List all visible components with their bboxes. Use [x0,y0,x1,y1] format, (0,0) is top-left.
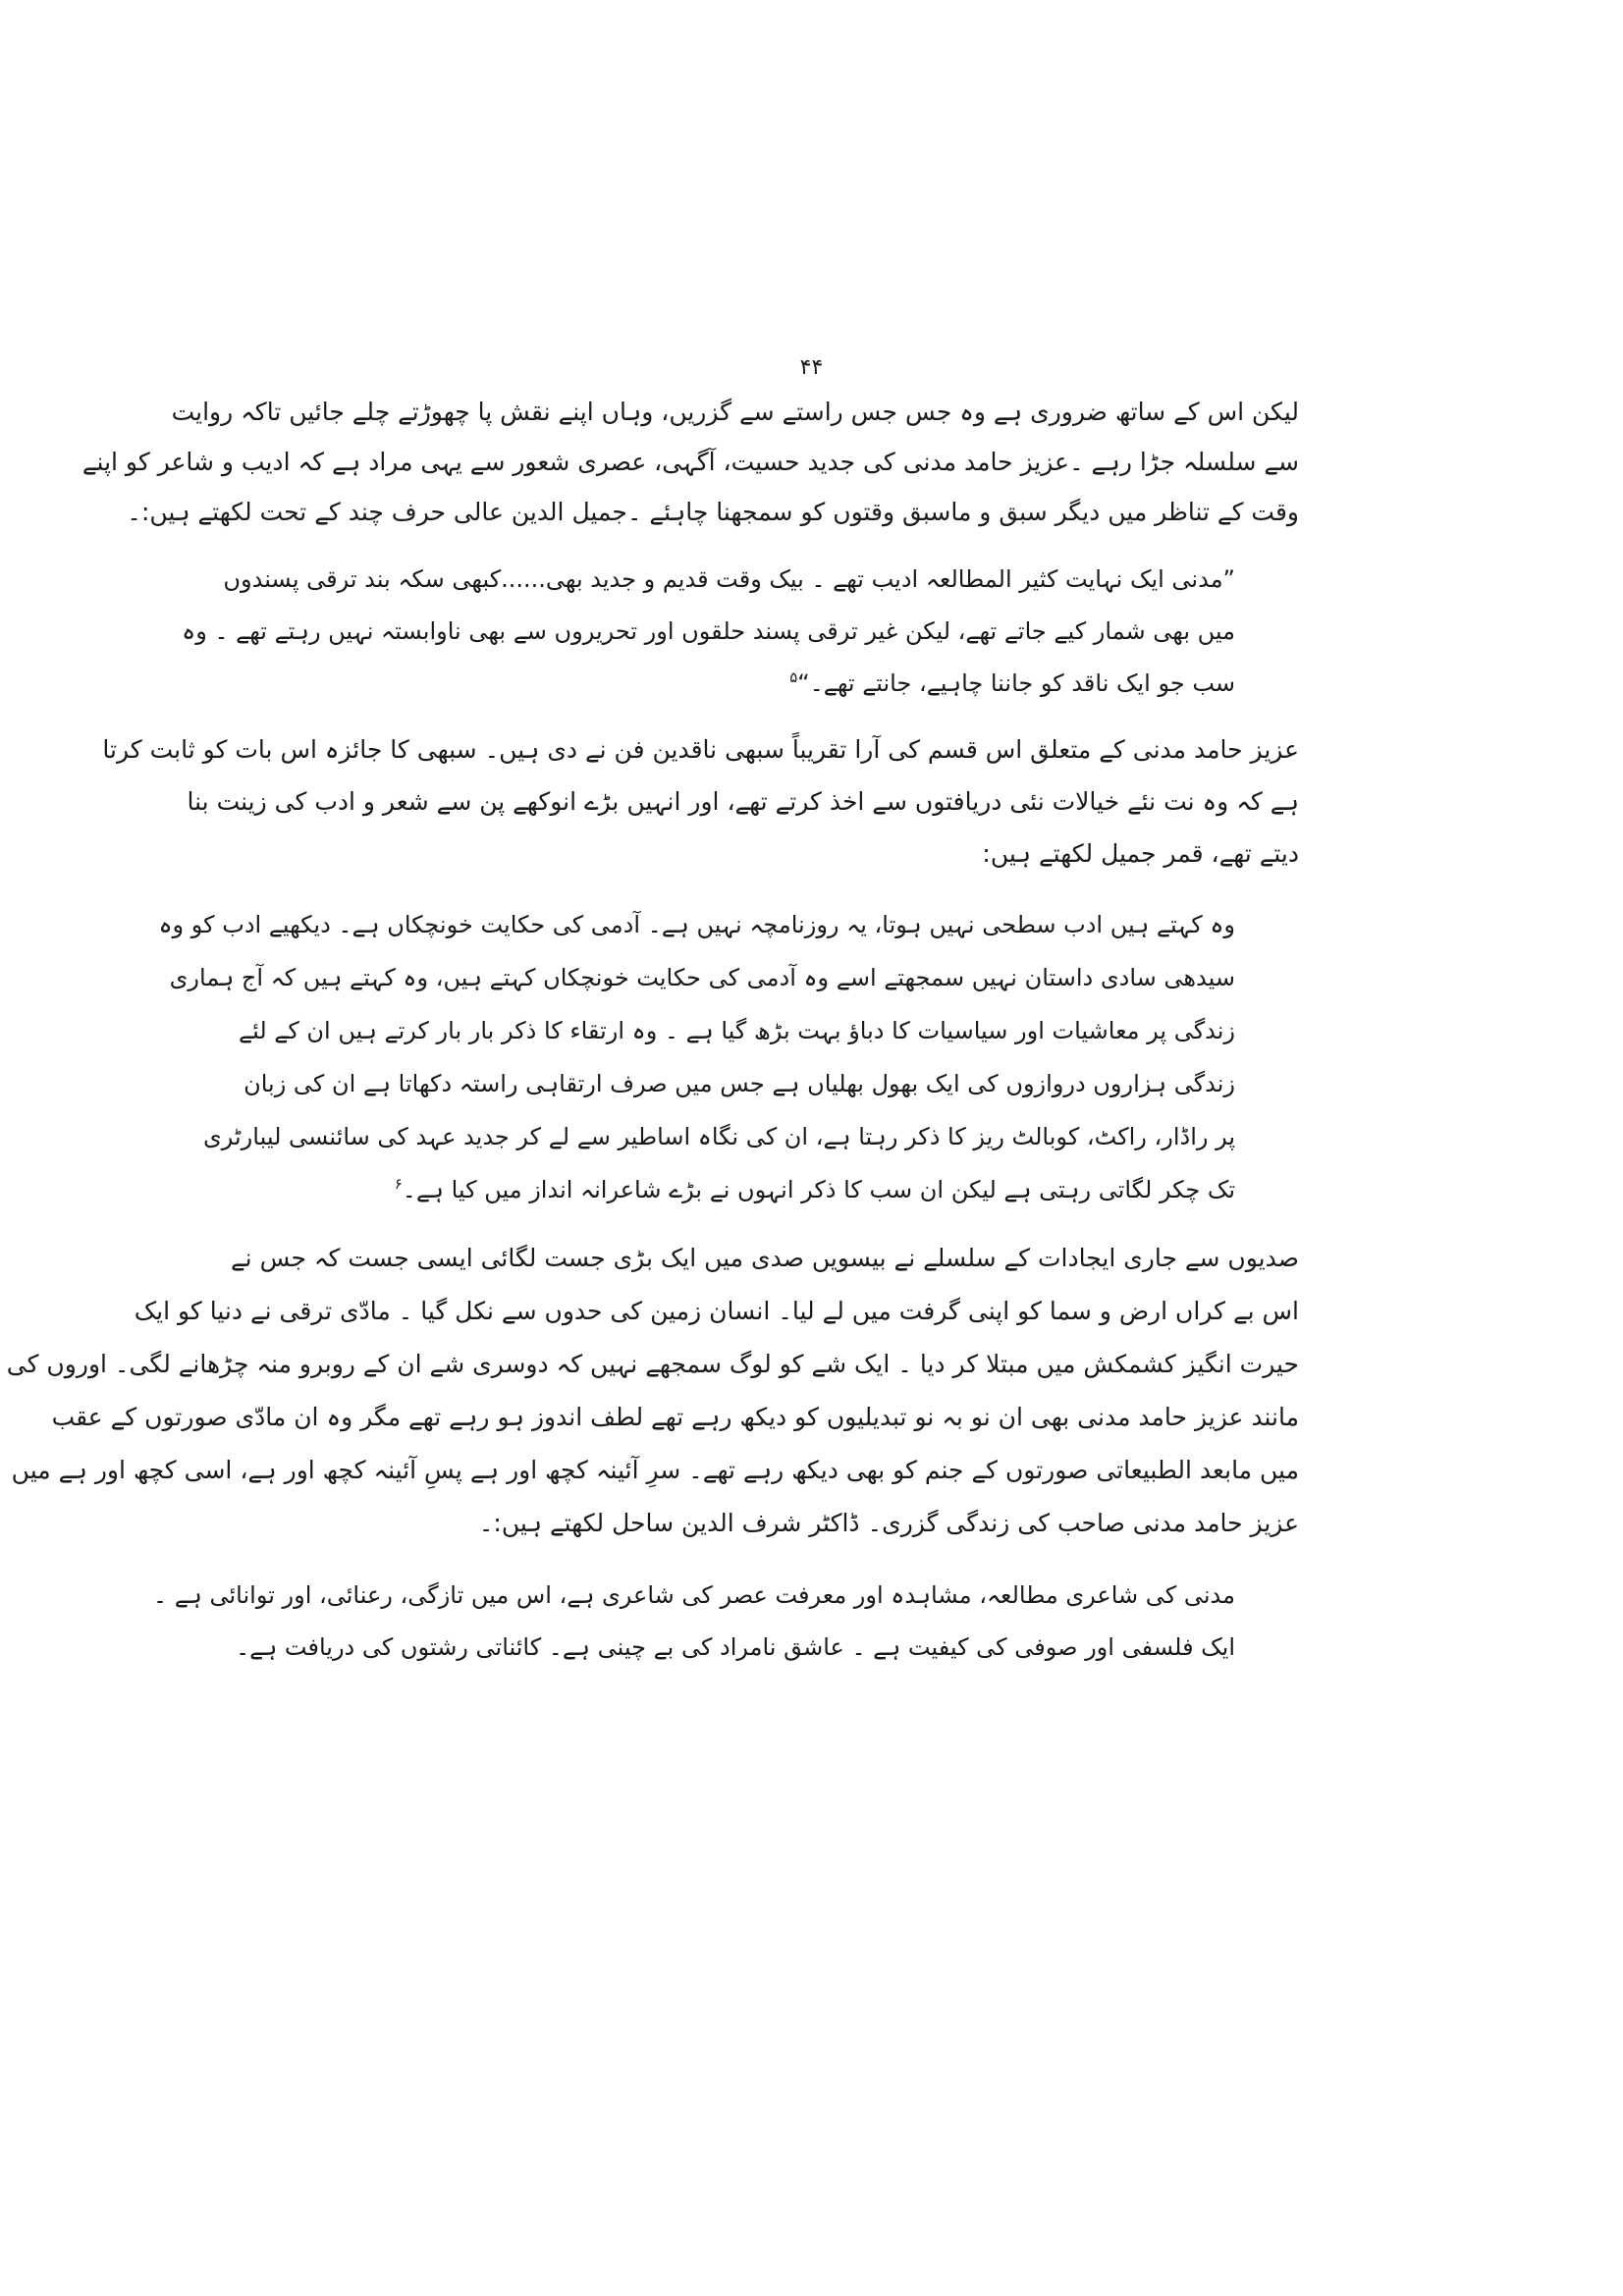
paragraph-2-line-3: دیتے تھے، قمر جمیل لکھتے ہیں: [982,839,1299,868]
paragraph-3-line-2: اس بے کراں ارض و سما کو اپنی گرفت میں لے لیا۔ انسان زمین کی حدوں سے نکل گیا ۔ مادّی ترقی نے دنیا کو ایک [134,1297,1299,1325]
quote-2-line-6 [361,1170,1235,1209]
quote-2-line-4: زندگی ہزاروں دروازوں کی ایک بھول بھلیاں ہے جس میں صرف ارتقاہی راستہ دکھاتا ہے ان کی زبان [243,1070,1235,1097]
paragraph-3-line-6: عزیز حامد مدنی صاحب کی زندگی گزری۔ ڈاکٹر شرف الدین ساحل لکھتے ہیں:۔ [478,1509,1299,1537]
quote-1-line-1: ”مدنی ایک نہایت کثیر المطالعہ ادیب تھے ۔ بیک وقت قدیم و جدید بھی......کبھی سکہ بند ترقی پسندوں [223,565,1235,593]
quote-2-line-5: پر راڈار، راکٹ، کوبالٹ ریز کا ذکر رہتا ہے، ان کی نگاہ اساطیر سے لے کر جدید عہد کی سائنسی لیبارٹری [202,1123,1235,1150]
quote-3-line-1: مدنی کی شاعری مطالعہ، مشاہدہ اور معرفت عصر کی شاعری ہے، اس میں تازگی، رعنائی، اور توانائی ہے ۔ [153,1581,1235,1609]
paragraph-1-line-1: لیکن اس کے ساتھ ضروری ہے وہ جس جس راستے سے گزریں، وہاں اپنے نقش پا چھوڑتے چلے جائیں تاکہ روایت [171,398,1299,426]
quote-1-line-3 [361,664,1235,703]
quote-2-line-3: زندگی پر معاشیات اور سیاسیات کا دباؤ بہت بڑھ گیا ہے ۔ وہ ارتقاء کا ذکر بار بار کرتے ہیں ان کے لئے [239,1017,1235,1044]
paragraph-2-line-1: عزیز حامد مدنی کے متعلق اس قسم کی آرا تقریباً سبھی ناقدین فن نے دی ہیں۔ سبھی کا جائزہ اس بات کو ثابت کرتا [102,735,1299,764]
footnote-ref-5: ۵ [789,668,798,686]
paragraph-1-line-2: سے سلسلہ جڑا رہے ۔عزیز حامد مدنی کی جدید حسیت، آگہی، عصری شعور سے یہی مراد ہے کہ ادیب و شاعر کو اپنے [81,448,1299,476]
page-number: ۴۴ [799,355,824,380]
paragraph-3-line-1: صدیوں سے جاری ایجادات کے سلسلے نے بیسویں صدی میں ایک بڑی جست لگائی ایسی جست کہ جس نے [231,1244,1299,1272]
paragraph-3-line-3: حیرت انگیز کشمکش میں مبتلا کر دیا ۔ ایک شے کو لوگ سمجھے نہیں کہ دوسری شے ان کے روبرو منہ چڑھانے لگی۔ اوروں کی [6,1350,1299,1378]
quote-2-line-2: سیدھی سادی داستان نہیں سمجھتے اسے وہ آدمی کی حکایت خونچکاں کہتے ہیں، وہ کہتے ہیں کہ آج ہماری [169,964,1235,991]
footnote-ref-6: ۶ [394,1175,403,1193]
paragraph-1-line-3: وقت کے تناظر میں دیگر سبق و ماسبق وقتوں کو سمجھنا چاہئے ۔جمیل الدین عالی حرف چند کے تحت لکھتے ہیں:۔ [127,498,1299,526]
paragraph-2-line-2: ہے کہ وہ نت نئے خیالات نئی دریافتوں سے اخذ کرتے تھے، اور انہیں بڑے انوکھے پن سے شعر و ادب کی زینت بنا [187,787,1299,816]
paragraph-3-line-5: میں مابعد الطبیعاتی صورتوں کے جنم کو بھی دیکھ رہے تھے۔ سرِ آئینہ کچھ اور ہے پسِ آئینہ کچھ اور ہے، اسی کچھ اور ہے میں [11,1456,1299,1484]
quote-2-line-6-text: تک چکر لگاتی رہتی ہے لیکن ان سب کا ذکر انہوں نے بڑے شاعرانہ انداز میں کیا ہے۔ [402,1176,1235,1203]
quote-3-line-2: ایک فلسفی اور صوفی کی کیفیت ہے ۔ عاشق نامراد کی بے چینی ہے۔ کائناتی رشتوں کی دریافت ہے۔ [236,1633,1235,1661]
paragraph-3-line-4: مانند عزیز حامد مدنی بھی ان نو بہ نو تبدیلیوں کو دیکھ رہے تھے لطف اندوز ہو رہے تھے مگر وہ ان مادّی صورتوں کے عقب [51,1403,1299,1431]
quote-2-line-1: وہ کہتے ہیں ادب سطحی نہیں ہوتا، یہ روزنامچہ نہیں ہے۔ آدمی کی حکایت خونچکاں ہے۔ دیکھیے ادب کو وہ [158,911,1235,938]
quote-1-line-2: میں بھی شمار کیے جاتے تھے، لیکن غیر ترقی پسند حلقوں اور تحریروں سے بھی ناوابستہ نہیں رہتے تھے ۔ وہ [182,617,1235,645]
quote-1-line-3-text: سب جو ایک ناقد کو جاننا چاہیے، جانتے تھے۔“ [797,669,1235,697]
